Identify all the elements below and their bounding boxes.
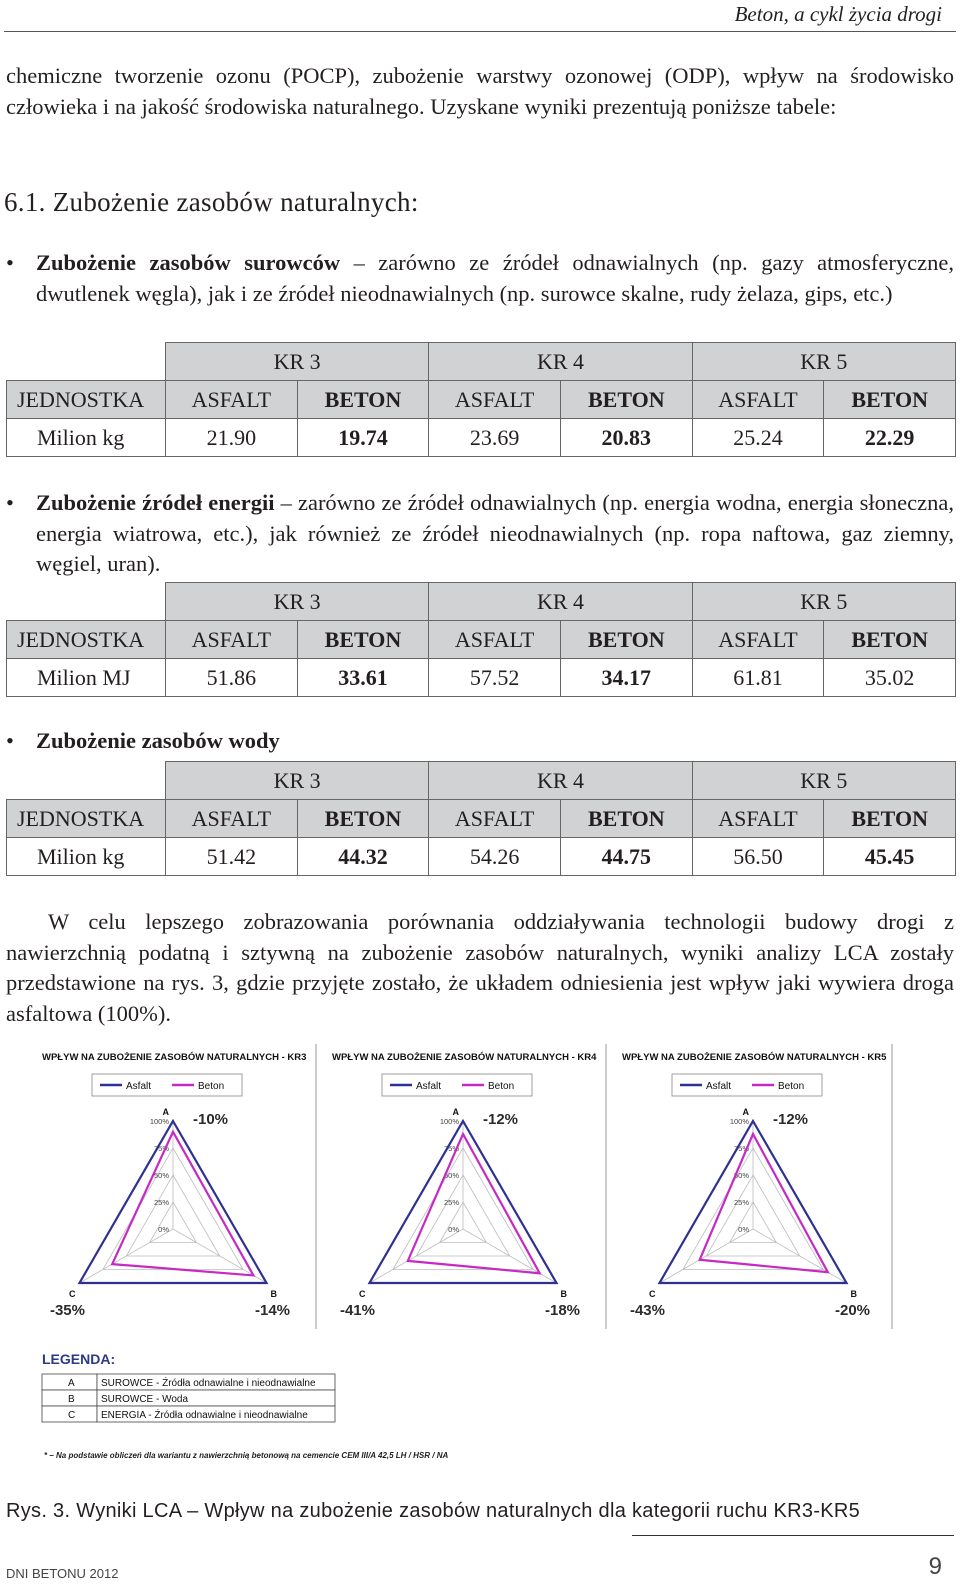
tick-label: 100% (439, 1117, 459, 1126)
value-cell: 51.42 (166, 838, 298, 876)
value-cell: 19.74 (297, 419, 429, 457)
axis-label: C (68, 1289, 76, 1299)
legend-key: B (68, 1394, 75, 1405)
bullet-dot: • (6, 250, 14, 275)
table-corner (7, 762, 166, 800)
legend-label: Beton (778, 1081, 805, 1092)
chart-title: WPŁYW NA ZUBOŻENIE ZASOBÓW NATURALNYCH - KR4 (332, 1052, 597, 1063)
intro-paragraph: chemiczne tworzenie ozonu (POCP), zubożenie warstwy ozonowej (ODP), wpływ na środowisko człowieka i na jakość środowiska naturalnego. Uzyskane wyniki prezentują poniższe tabele: (6, 63, 954, 119)
legend-label: Asfalt (706, 1081, 732, 1092)
tick-label: 0% (738, 1225, 749, 1234)
bullet-raw-materials (6, 248, 954, 309)
column-header: ASFALT (166, 621, 298, 659)
change-annotation: -10% (193, 1111, 229, 1128)
value-cell: 44.75 (560, 838, 692, 876)
unit-cell: Milion MJ (7, 659, 166, 697)
value-cell: 44.32 (297, 838, 429, 876)
bullet-title: Zubożenie zasobów surowców (36, 250, 341, 275)
radar-figure (30, 1044, 950, 1474)
value-cell: 57.52 (429, 659, 561, 697)
axis-label: A (162, 1107, 169, 1117)
value-cell: 56.50 (692, 838, 824, 876)
table-row (7, 838, 956, 876)
change-annotation: -12% (483, 1111, 519, 1128)
value-cell: 20.83 (560, 419, 692, 457)
bullet-dot: • (6, 728, 14, 753)
tick-label: 50% (733, 1171, 749, 1180)
table-raw-materials (6, 342, 956, 457)
bullet-title: Zubożenie źródeł energii (36, 490, 275, 515)
unit-cell: Milion kg (7, 419, 166, 457)
chart-title: WPŁYW NA ZUBOŻENIE ZASOBÓW NATURALNYCH - KR5 (622, 1052, 887, 1063)
column-header: ASFALT (166, 800, 298, 838)
column-header: BETON (824, 621, 956, 659)
group-header: KR 4 (429, 762, 692, 800)
series-beton (700, 1134, 828, 1272)
group-header: KR 5 (692, 583, 955, 621)
chart-title: WPŁYW NA ZUBOŻENIE ZASOBÓW NATURALNYCH - KR3 (42, 1052, 307, 1063)
unit-cell: Milion kg (7, 838, 166, 876)
change-annotation: -41% (339, 1302, 375, 1319)
axis-label: A (742, 1107, 749, 1117)
change-annotation: -43% (629, 1302, 665, 1319)
bullet-title: Zubożenie zasobów wody (36, 728, 280, 753)
legend-label: Beton (488, 1081, 515, 1092)
series-beton (408, 1134, 540, 1273)
value-cell: 25.24 (692, 419, 824, 457)
column-header: ASFALT (692, 800, 824, 838)
value-cell: 35.02 (824, 659, 956, 697)
group-header: KR 3 (166, 343, 429, 381)
table-row (7, 659, 956, 697)
column-header: BETON (560, 800, 692, 838)
legend-key: A (68, 1378, 75, 1389)
tick-label: 25% (153, 1198, 169, 1207)
bullet-dot: • (6, 490, 14, 515)
column-header: ASFALT (692, 621, 824, 659)
table-energy (6, 582, 956, 697)
tick-label: 50% (443, 1171, 459, 1180)
column-header: ASFALT (692, 381, 824, 419)
axis-label: A (452, 1107, 459, 1117)
bullet-text: – zarówno ze źródeł odnawialnych (np. gazy atmosferyczne, dwutlenek węgla), jak i ze źródeł nieodnawialnych (np. surowce skalne, rudy żelaza, gips, etc.) (36, 250, 954, 306)
axis-label: B (270, 1289, 278, 1299)
legend-text: ENERGIA - Źródła odnawialne i nieodnawialne (101, 1410, 308, 1421)
column-header: ASFALT (429, 381, 561, 419)
change-annotation: -12% (773, 1111, 809, 1128)
value-cell: 22.29 (824, 419, 956, 457)
group-header: KR 4 (429, 343, 692, 381)
series-beton (112, 1132, 253, 1276)
column-header: BETON (560, 381, 692, 419)
tick-label: 75% (733, 1144, 749, 1153)
axis-label: C (358, 1289, 366, 1299)
axis-label: B (560, 1289, 568, 1299)
bullet-energy (6, 488, 954, 580)
value-cell: 54.26 (429, 838, 561, 876)
tick-label: 25% (733, 1198, 749, 1207)
group-header: KR 5 (692, 343, 955, 381)
column-header: BETON (824, 381, 956, 419)
body-paragraph: W celu lepszego zobrazowania porównania oddziaływania technologii budowy drogi z nawierzchnią podatną i sztywną na zubożenie zasobów naturalnych, wyniki analizy LCA zostały przedstawione na rys. 3, gdzie przyjęte zostało, że układem odniesienia jest wpływ jaki wywiera droga asfaltowa (100%). (6, 909, 954, 1026)
legend-label: Asfalt (126, 1081, 152, 1092)
column-header: BETON (297, 621, 429, 659)
bullet-text: – zarówno ze źródeł odnawialnych (np. energia wodna, energia słoneczna, energia wiatrowa, etc.), jak również ze źródeł nieodnawialnych (np. ropa naftowa, gaz ziemny, węgiel, uran). (36, 490, 954, 576)
tick-label: 50% (153, 1171, 169, 1180)
page-number: 9 (928, 1553, 942, 1580)
group-header: KR 5 (692, 762, 955, 800)
column-header: BETON (297, 800, 429, 838)
legend-key: C (68, 1410, 76, 1421)
change-annotation: -14% (255, 1302, 291, 1319)
group-header: KR 3 (166, 762, 429, 800)
column-header: BETON (297, 381, 429, 419)
footer-conference: DNI BETONU 2012 (6, 1566, 119, 1581)
table-row (7, 419, 956, 457)
footer-rule (632, 1535, 954, 1536)
change-annotation: -20% (835, 1302, 871, 1319)
change-annotation: -18% (545, 1302, 581, 1319)
tick-label: 25% (443, 1198, 459, 1207)
column-header: JEDNOSTKA (7, 800, 166, 838)
tick-label: 100% (729, 1117, 749, 1126)
figure-caption: Rys. 3. Wyniki LCA – Wpływ na zubożenie zasobów naturalnych dla kategorii ruchu KR3-KR5 (6, 1500, 861, 1522)
value-cell: 21.90 (166, 419, 298, 457)
axis-label: B (850, 1289, 858, 1299)
column-header: ASFALT (429, 621, 561, 659)
legend-title: LEGENDA: (42, 1351, 116, 1367)
column-header: JEDNOSTKA (7, 381, 166, 419)
group-header: KR 4 (429, 583, 692, 621)
column-header: ASFALT (429, 800, 561, 838)
tick-label: 100% (149, 1117, 169, 1126)
legend-text: SUROWCE - Woda (101, 1394, 189, 1405)
running-header: Beton, a cykl życia drogi (734, 2, 942, 26)
tick-label: 75% (443, 1144, 459, 1153)
column-header: BETON (824, 800, 956, 838)
tick-label: 0% (158, 1225, 169, 1234)
column-header: BETON (560, 621, 692, 659)
value-cell: 23.69 (429, 419, 561, 457)
value-cell: 51.86 (166, 659, 298, 697)
value-cell: 61.81 (692, 659, 824, 697)
table-corner (7, 583, 166, 621)
value-cell: 34.17 (560, 659, 692, 697)
bullet-water (6, 726, 954, 757)
value-cell: 45.45 (824, 838, 956, 876)
axis-label: C (648, 1289, 656, 1299)
change-annotation: -35% (49, 1302, 85, 1319)
tick-label: 75% (153, 1144, 169, 1153)
column-header: ASFALT (166, 381, 298, 419)
tick-label: 0% (448, 1225, 459, 1234)
column-header: JEDNOSTKA (7, 621, 166, 659)
value-cell: 33.61 (297, 659, 429, 697)
header-rule (4, 31, 956, 32)
group-header: KR 3 (166, 583, 429, 621)
table-corner (7, 343, 166, 381)
legend-label: Beton (198, 1081, 225, 1092)
legend-label: Asfalt (416, 1081, 442, 1092)
table-water (6, 761, 956, 876)
legend-text: SUROWCE - Źródła odnawialne i nieodnawialne (101, 1378, 316, 1389)
section-heading: 6.1. Zubożenie zasobów naturalnych: (4, 187, 419, 217)
legend-footnote: * – Na podstawie obliczeń dla wariantu z nawierzchnią betonową na cemencie CEM III/A 42,5 LH / HSR / NA (44, 1451, 449, 1460)
